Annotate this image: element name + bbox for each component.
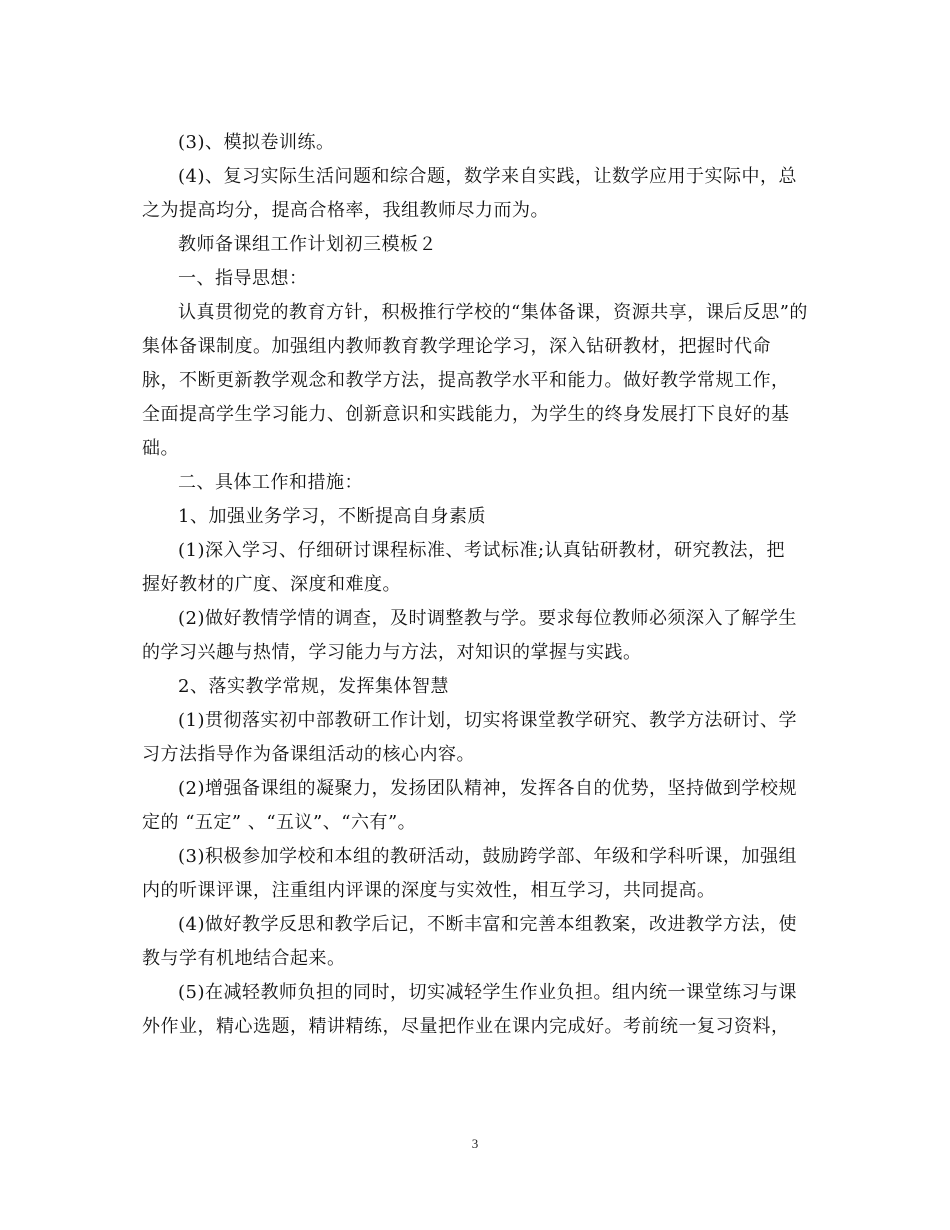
paragraph-line: 集体备课制度。加强组内教师教育教学理论学习，深入钻研教材，把握时代命 xyxy=(142,336,771,357)
paragraph-line: 1、加强业务学习，不断提高自身素质 xyxy=(178,506,486,527)
paragraph-line: 定的 “五定” 、“五议”、“六有”。 xyxy=(142,812,417,833)
paragraph xyxy=(142,772,808,840)
paragraph-line: 认真贯彻党的教育方针，积极推行学校的“集体备课，资源共享，课后反思”的 xyxy=(178,302,808,323)
paragraph-line: 之为提高均分，提高合格率，我组教师尽力而为。 xyxy=(142,200,549,221)
paragraph-line: 2、落实教学常规，发挥集体智慧 xyxy=(178,676,449,697)
paragraph xyxy=(142,704,808,772)
paragraph-line: 握好教材的广度、深度和难度。 xyxy=(142,574,401,595)
paragraph-line: 础。 xyxy=(142,438,179,459)
paragraph xyxy=(142,500,808,534)
paragraph-line: 内的听课评课，注重组内评课的深度与实效性，相互学习，共同提高。 xyxy=(142,880,716,901)
paragraph xyxy=(142,534,808,602)
paragraph-line: (2)做好教情学情的调查，及时调整教与学。要求每位教师必须深入了解学生 xyxy=(178,608,797,629)
paragraph xyxy=(142,228,808,262)
paragraph-line: 的学习兴趣与热情，学习能力与方法，对知识的掌握与实践。 xyxy=(142,642,642,663)
paragraph-line: (5)在减轻教师负担的同时，切实减轻学生作业负担。组内统一课堂练习与课 xyxy=(178,982,797,1003)
paragraph-line: 教与学有机地结合起来。 xyxy=(142,948,346,969)
paragraph xyxy=(142,840,808,908)
paragraph xyxy=(142,908,808,976)
paragraph xyxy=(142,126,808,160)
paragraph xyxy=(142,602,808,670)
paragraph xyxy=(142,466,808,500)
paragraph-line: 外作业，精心选题，精讲精练，尽量把作业在课内完成好。考前统一复习资料， xyxy=(142,1016,790,1037)
paragraph xyxy=(142,296,808,466)
paragraph xyxy=(142,262,808,296)
paragraph-line: (1)贯彻落实初中部教研工作计划，切实将课堂教学研究、教学方法研讨、学 xyxy=(178,710,797,731)
paragraph-line: 教师备课组工作计划初三模板２ xyxy=(178,234,437,255)
paragraph xyxy=(142,670,808,704)
paragraph-line: (4)、复习实际生活问题和综合题，数学来自实践，让数学应用于实际中，总 xyxy=(178,166,797,187)
paragraph-line: (1)深入学习、仔细研讨课程标准、考试标准;认真钻研教材，研究教法，把 xyxy=(178,540,786,561)
paragraph-line: (3)、模拟卷训练。 xyxy=(178,132,335,153)
paragraph xyxy=(142,160,808,228)
paragraph-line: 全面提高学生学习能力、创新意识和实践能力，为学生的终身发展打下良好的基 xyxy=(142,404,790,425)
paragraph-line: 习方法指导作为备课组活动的核心内容。 xyxy=(142,744,475,765)
paragraph-line: (3)积极参加学校和本组的教研活动，鼓励跨学部、年级和学科听课，加强组 xyxy=(178,846,797,867)
page-number: 3 xyxy=(471,1136,479,1151)
paragraph-line: (2)增强备课组的凝聚力，发扬团队精神，发挥各自的优势，坚持做到学校规 xyxy=(178,778,797,799)
paragraph-line: 一、指导思想： xyxy=(178,268,308,289)
document-body xyxy=(142,126,808,1044)
paragraph xyxy=(142,976,808,1044)
paragraph-line: (4)做好教学反思和教学后记，不断丰富和完善本组教案，改进教学方法，使 xyxy=(178,914,797,935)
paragraph-line: 脉，不断更新教学观念和教学方法，提高教学水平和能力。做好教学常规工作， xyxy=(142,370,790,391)
paragraph-line: 二、具体工作和措施： xyxy=(178,472,363,493)
